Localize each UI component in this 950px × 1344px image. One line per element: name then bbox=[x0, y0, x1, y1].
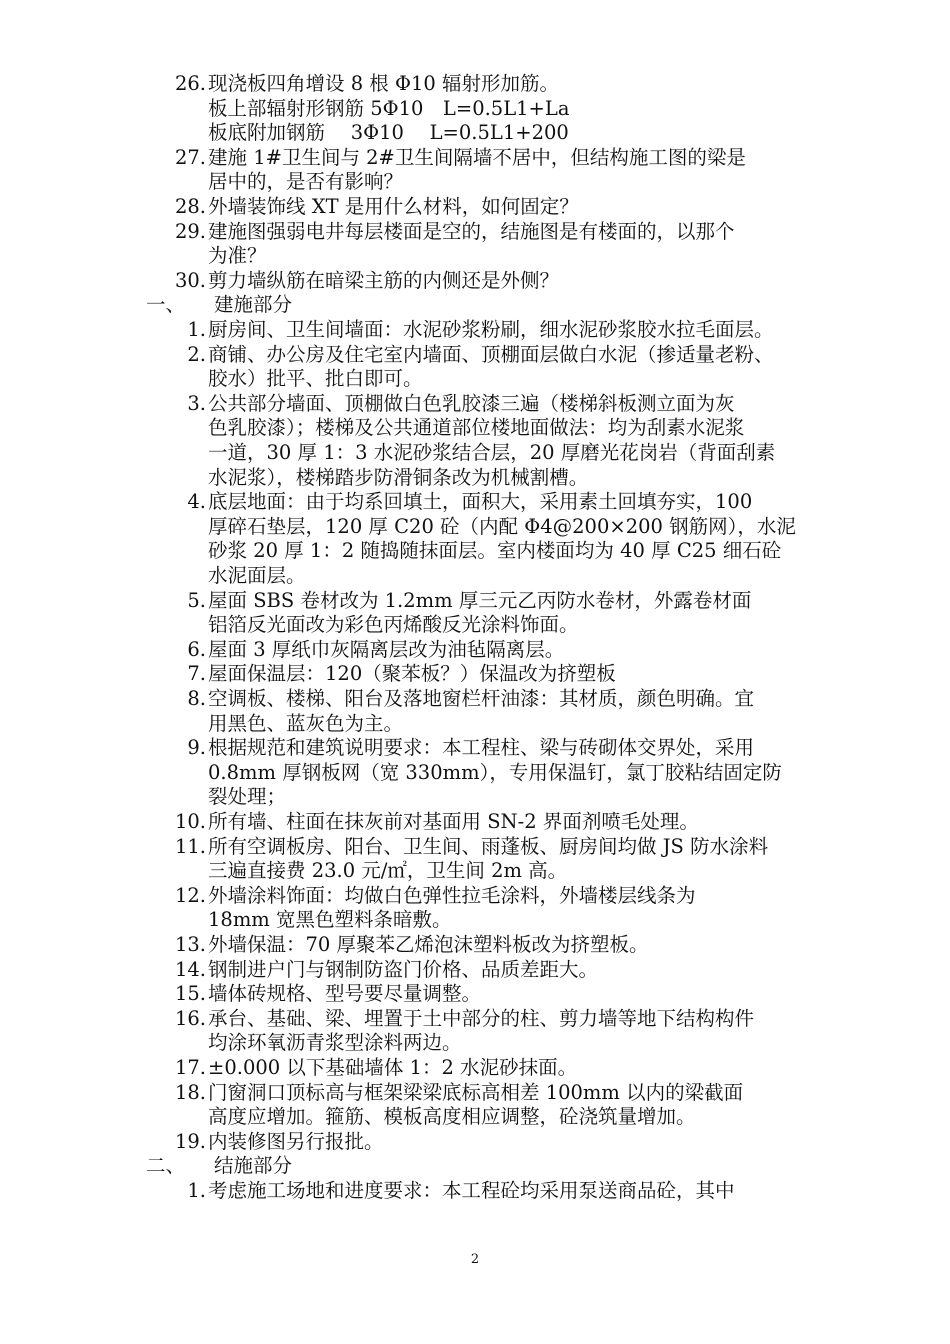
item-text: 底层地面：由于均系回填土，面积大，采用素土回填夯实，100 bbox=[208, 490, 753, 513]
item-number: 1. bbox=[187, 1179, 206, 1202]
item-number: 27. bbox=[174, 146, 206, 169]
item-text: 屋面 3 厚纸巾灰隔离层改为油毡隔离层。 bbox=[208, 638, 565, 661]
item-continuation: 铝箔反光面改为彩色丙烯酸反光涂料饰面。 bbox=[208, 613, 579, 636]
item-number: 2. bbox=[187, 343, 206, 366]
item-text: 根据规范和建筑说明要求：本工程柱、梁与砖砌体交界处，采用 bbox=[208, 736, 755, 759]
item-number: 26. bbox=[174, 72, 206, 95]
item-text: 屋面 SBS 卷材改为 1.2mm 厚三元乙丙防水卷材，外露卷材面 bbox=[208, 589, 752, 612]
item-number: 13. bbox=[174, 933, 206, 956]
item-continuation: 水泥面层。 bbox=[208, 564, 306, 587]
item-number: 7. bbox=[187, 662, 206, 685]
item-text: 商铺、办公房及住宅室内墙面、顶棚面层做白水泥（掺适量老粉、 bbox=[208, 343, 774, 366]
section-number: 二、 bbox=[146, 1154, 186, 1177]
item-text: ±0.000 以下基础墙体 1：2 水泥砂抹面。 bbox=[208, 1056, 578, 1079]
item-text: 钢制进户门与钢制防盗门价格、品质差距大。 bbox=[208, 958, 599, 981]
item-text: 墙体砖规格、型号要尽量调整。 bbox=[208, 982, 482, 1005]
item-number: 12. bbox=[174, 884, 206, 907]
item-number: 3. bbox=[187, 392, 206, 415]
item-number: 15. bbox=[174, 982, 206, 1005]
item-number: 10. bbox=[174, 810, 206, 833]
item-text: 剪力墙纵筋在暗梁主筋的内侧还是外侧？ bbox=[208, 269, 560, 292]
item-text: 屋面保温层：120（聚苯板？）保温改为挤塑板 bbox=[208, 662, 616, 685]
item-number: 6. bbox=[187, 638, 206, 661]
item-text: 所有空调板房、阳台、卫生间、雨蓬板、厨房间均做 JS 防水涂料 bbox=[208, 835, 769, 858]
item-continuation: 居中的，是否有影响？ bbox=[208, 170, 404, 193]
page-number: 2 bbox=[470, 1252, 480, 1267]
section-heading: 建施部分 bbox=[214, 293, 293, 316]
item-text: 外墙装饰线 XT 是用什么材料，如何固定？ bbox=[208, 195, 579, 218]
item-continuation: 板上部辐射形钢筋 5Φ10 L=0.5L1+La bbox=[208, 97, 570, 120]
item-continuation: 胶水）批平、批白即可。 bbox=[208, 367, 423, 390]
item-number: 9. bbox=[187, 736, 206, 759]
item-text: 内装修图另行报批。 bbox=[208, 1130, 384, 1153]
item-number: 28. bbox=[174, 195, 206, 218]
item-continuation: 18mm 宽黑色塑料条暗敷。 bbox=[208, 908, 452, 931]
item-continuation: 色乳胶漆）；楼梯及公共通道部位楼地面做法：均为刮素水泥浆 bbox=[208, 416, 745, 439]
item-continuation: 砂浆 20 厚 1：2 随捣随抹面层。室内楼面均为 40 厚 C25 细石砼 bbox=[208, 539, 782, 562]
item-number: 29. bbox=[174, 220, 206, 243]
item-number: 5. bbox=[187, 589, 206, 612]
item-number: 16. bbox=[174, 1007, 206, 1030]
item-continuation: 为准？ bbox=[208, 244, 267, 267]
item-text: 建施图强弱电井每层楼面是空的，结施图是有楼面的，以那个 bbox=[208, 220, 735, 243]
item-number: 4. bbox=[187, 490, 206, 513]
item-number: 30. bbox=[174, 269, 206, 292]
item-continuation: 板底附加钢筋 3Φ10 L=0.5L1+200 bbox=[208, 121, 569, 144]
item-continuation: 0.8mm 厚钢板网（宽 330mm），专用保温钉，氯丁胶粘结固定防 bbox=[208, 761, 782, 784]
item-text: 空调板、楼梯、阳台及落地窗栏杆油漆：其材质，颜色明确。宜 bbox=[208, 687, 755, 710]
item-continuation: 厚碎石垫层，120 厚 C20 砼（内配 Φ4@200×200 钢筋网），水泥 bbox=[208, 515, 796, 538]
item-number: 17. bbox=[174, 1056, 206, 1079]
section-heading: 结施部分 bbox=[214, 1154, 293, 1177]
item-text: 所有墙、柱面在抹灰前对基面用 SN-2 界面剂喷毛处理。 bbox=[208, 810, 699, 833]
item-number: 11. bbox=[174, 835, 206, 858]
item-continuation: 高度应增加。箍筋、模板高度相应调整，砼浇筑量增加。 bbox=[208, 1105, 696, 1128]
item-text: 考虑施工场地和进度要求：本工程砼均采用泵送商品砼，其中 bbox=[208, 1179, 735, 1202]
item-continuation: 用黑色、蓝灰色为主。 bbox=[208, 712, 404, 735]
item-text: 公共部分墙面、顶棚做白色乳胶漆三遍（楼梯斜板测立面为灰 bbox=[208, 392, 735, 415]
item-continuation: 均涂环氧沥青浆型涂料两边。 bbox=[208, 1031, 462, 1054]
item-continuation: 裂处理； bbox=[208, 785, 287, 808]
item-text: 厨房间、卫生间墙面：水泥砂浆粉刷，细水泥砂浆胶水拉毛面层。 bbox=[208, 318, 774, 341]
item-number: 19. bbox=[174, 1130, 206, 1153]
item-number: 14. bbox=[174, 958, 206, 981]
item-number: 18. bbox=[174, 1081, 206, 1104]
item-text: 现浇板四角增设 8 根 Φ10 辐射形加筋。 bbox=[208, 72, 560, 95]
item-text: 外墙保温：70 厚聚苯乙烯泡沫塑料板改为挤塑板。 bbox=[208, 933, 649, 956]
section-number: 一、 bbox=[146, 293, 186, 316]
item-text: 外墙涂料饰面：均做白色弹性拉毛涂料，外墙楼层线条为 bbox=[208, 884, 696, 907]
item-text: 门窗洞口顶标高与框架梁梁底标高相差 100mm 以内的梁截面 bbox=[208, 1081, 744, 1104]
item-number: 8. bbox=[187, 687, 206, 710]
item-continuation: 三遍直接费 23.0 元/㎡，卫生间 2m 高。 bbox=[208, 859, 568, 882]
item-continuation: 水泥浆），楼梯踏步防滑铜条改为机械割槽。 bbox=[208, 466, 589, 489]
item-number: 1. bbox=[187, 318, 206, 341]
item-continuation: 一道，30 厚 1：3 水泥砂浆结合层，20 厚磨光花岗岩（背面刮素 bbox=[208, 441, 776, 464]
item-text: 建施 1#卫生间与 2#卫生间隔墙不居中，但结构施工图的梁是 bbox=[208, 146, 746, 169]
item-text: 承台、基础、梁、埋置于土中部分的柱、剪力墙等地下结构构件 bbox=[208, 1007, 755, 1030]
